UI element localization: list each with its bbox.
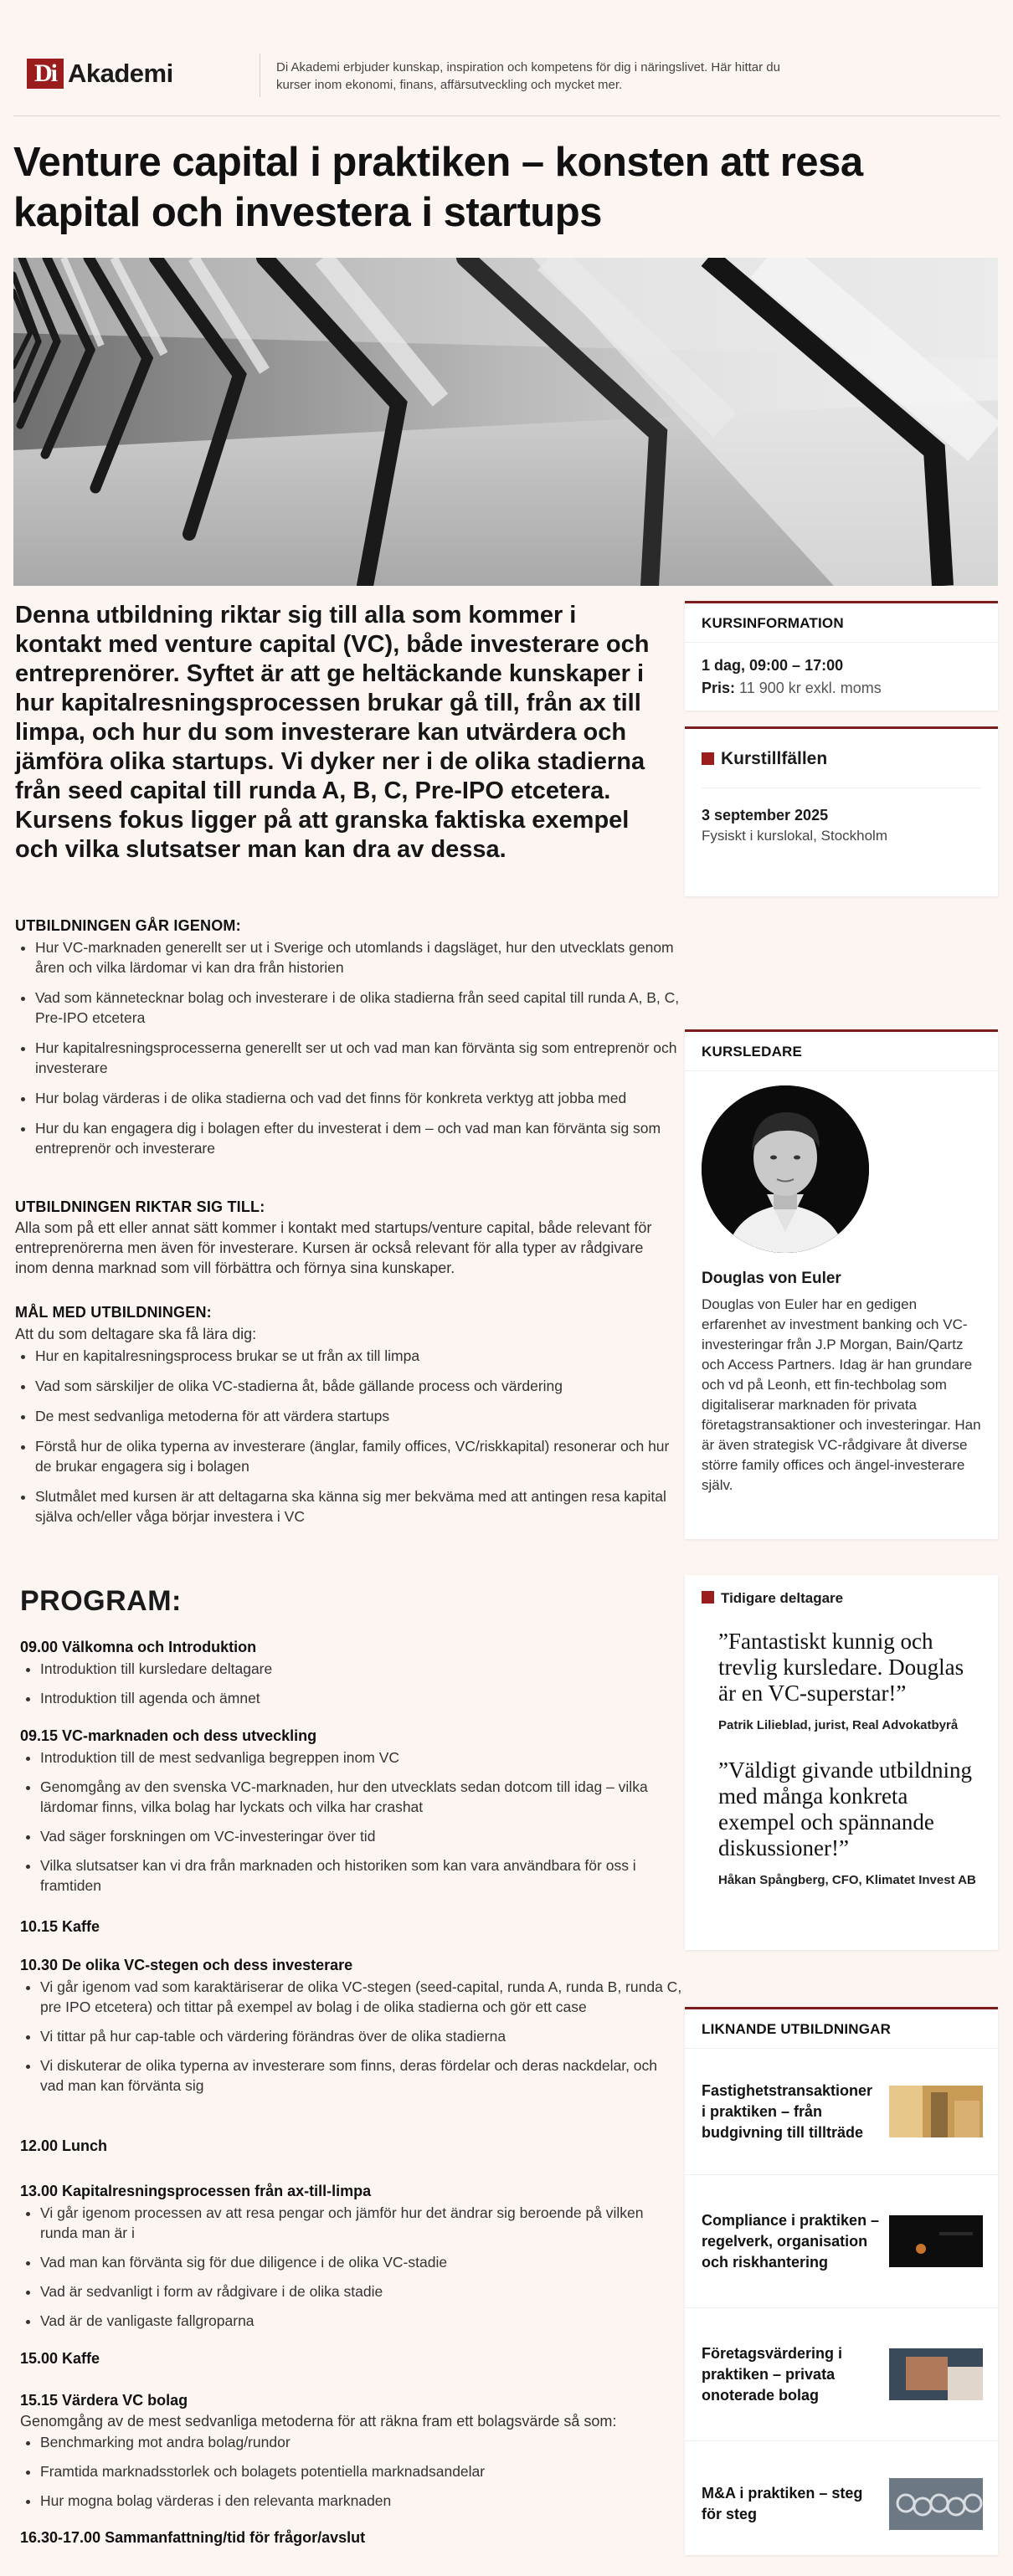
card-divider bbox=[685, 1070, 998, 1071]
course-price: 11 900 kr exkl. moms bbox=[739, 680, 882, 696]
hero-image bbox=[13, 258, 998, 586]
program-session-title: 15.00 Kaffe bbox=[20, 2350, 100, 2367]
header-rule bbox=[13, 115, 1000, 116]
list-item: • Vad man kan förvänta sig för due diligence i de olika VC-stadie bbox=[40, 2252, 685, 2272]
intro-text: Denna utbildning riktar sig till alla som kommer i kontakt med venture capital (VC), både investerare och entreprenörer. Syftet är att ge heltäckande kunskaper i hur kapitalresningsprocessen brukar gå till, från ax till limpa, och hur du som investerare kan utvärdera och jämföra olika startups. Vi dyker ner i de olika stadierna från seed capital till runda A, B, C, Pre-IPO etcetera. Kursens fokus ligger på att granska faktiska exempel och vilka slutsatser man kan dra av dessa. bbox=[15, 602, 650, 863]
program-session-list bbox=[20, 1977, 685, 2105]
list-item: • Hur en kapitalresningsprocess brukar se ut från ax till limpa bbox=[35, 1346, 680, 1366]
list-item: • Vad som kännetecknar bolag och investerare i de olika stadierna från seed capital till runda A, B, C, Pre-IPO etcetera bbox=[35, 988, 680, 1028]
testimonial-quote: ”Fantastiskt kunnig och trevlig kursledare. Douglas är en VC-superstar!” bbox=[718, 1629, 964, 1706]
list-item: • Vad som särskiljer de olika VC-stadierna åt, både gällande process och värdering bbox=[35, 1376, 680, 1396]
logo-mark: Di bbox=[27, 59, 64, 89]
goals-list bbox=[15, 1346, 680, 1537]
similar-course-title[interactable]: Fastighetstransaktioner i praktiken – från budgivning till tillträde bbox=[702, 2081, 873, 2141]
list-item: • Vi går igenom processen av att resa pengar och jämför hur det ändrar sig beroende på vilken runda man är i bbox=[40, 2203, 685, 2243]
list-item: • Hur mogna bolag värderas i den relevanta marknaden bbox=[40, 2491, 685, 2511]
occasions-heading: Kurstillfällen bbox=[721, 749, 828, 768]
di-akademi-logo[interactable] bbox=[27, 59, 173, 89]
logo-text: Akademi bbox=[68, 59, 173, 88]
similar-course-item[interactable] bbox=[685, 2175, 998, 2307]
program-session-title: 16.30-17.00 Sammanfattning/tid för frågor/avslut bbox=[20, 2529, 366, 2546]
program-session-title: 12.00 Lunch bbox=[20, 2137, 108, 2154]
course-thumbnail bbox=[889, 2348, 983, 2400]
list-item: • Vilka slutsatser kan vi dra från marknaden och historiken som kan vara användbara för oss i framtiden bbox=[40, 1855, 685, 1896]
program-session-text: Genomgång av de mest sedvanliga metoderna för att räkna fram ett bolagsvärde så som: bbox=[20, 2413, 617, 2430]
occasion-item[interactable] bbox=[685, 788, 998, 844]
list-item: • Framtida marknadsstorlek och bolagets potentiella marknadsandelar bbox=[40, 2461, 685, 2481]
course-thumbnail bbox=[889, 2478, 983, 2530]
teacher-heading: KURSLEDARE bbox=[702, 1044, 803, 1060]
similar-courses-card bbox=[685, 2007, 998, 2555]
teacher-avatar bbox=[702, 1085, 869, 1253]
hero-illustration bbox=[13, 258, 998, 586]
testimonials-heading: Tidigare deltagare bbox=[721, 1590, 844, 1606]
course-thumbnail bbox=[889, 2215, 983, 2267]
testimonial-quote: ”Väldigt givande utbildning med många konkreta exempel och spännande diskussioner!” bbox=[718, 1758, 972, 1860]
audience-text: Alla som på ett eller annat sätt kommer i kontakt med startups/venture capital, både relevant för entreprenörerna men även för investerare. Kursen är också relevant för alla typer av rådgivare inom denna marknad som vill förbättra och förnya sina kunskaper. bbox=[15, 1219, 652, 1276]
occasion-location: Fysiskt i kurslokal, Stockholm bbox=[702, 828, 887, 844]
program-session-title: 09.00 Välkomna och Introduktion bbox=[20, 1639, 257, 1655]
list-item: • Introduktion till de mest sedvanliga begreppen inom VC bbox=[40, 1747, 685, 1768]
similar-course-item[interactable] bbox=[685, 2308, 998, 2440]
list-item: • Hur VC-marknaden generellt ser ut i Sverige och utomlands i dagsläget, hur den utvecklats genom åren och vilka lärdomar vi kan dra från historien bbox=[35, 937, 680, 978]
program-session-title: 09.15 VC-marknaden och dess utveckling bbox=[20, 1727, 317, 1744]
program-session-list bbox=[20, 1659, 685, 1717]
page-title: Venture capital i praktiken – konsten att resa kapital och investera i startups bbox=[13, 140, 863, 235]
similar-course-item[interactable] bbox=[685, 2441, 998, 2567]
header-tagline: Di Akademi erbjuder kunskap, inspiration och kompetens för dig i näringslivet. Här hittar du kurser inom ekonomi, finans, affärsutveckling och mycket mer. bbox=[276, 60, 780, 92]
program-session-list bbox=[20, 2203, 685, 2340]
site-header bbox=[0, 0, 1013, 117]
teacher-card bbox=[685, 1029, 998, 1539]
testimonial bbox=[685, 1758, 998, 1889]
list-item: • Introduktion till agenda och ämnet bbox=[40, 1688, 685, 1708]
list-item: • De mest sedvanliga metoderna för att värdera startups bbox=[35, 1406, 680, 1426]
occasions-card bbox=[685, 726, 998, 896]
price-label: Pris: bbox=[702, 680, 736, 696]
program-session-title: 10.15 Kaffe bbox=[20, 1918, 100, 1935]
list-item: • Hur kapitalresningsprocesserna generellt ser ut och vad man kan förvänta sig som entreprenör och investerare bbox=[35, 1038, 680, 1078]
similar-heading: LIKNANDE UTBILDNINGAR bbox=[702, 2021, 892, 2037]
occasion-date: 3 september 2025 bbox=[702, 807, 829, 824]
goals-heading: MÅL MED UTBILDNINGEN: bbox=[15, 1304, 212, 1321]
list-item: • Introduktion till kursledare deltagare bbox=[40, 1659, 685, 1679]
covers-list bbox=[15, 937, 680, 1168]
list-item: • Slutmålet med kursen är att deltagarna ska känna sig mer bekväma med att antingen resa kapital själva och/eller våga börjar investera i VC bbox=[35, 1486, 680, 1527]
list-item: • Vad säger forskningen om VC-investeringar över tid bbox=[40, 1826, 685, 1846]
similar-course-item[interactable] bbox=[685, 2049, 998, 2174]
list-item: • Genomgång av den svenska VC-marknaden, hur den utvecklats sedan dotcom till idag – vilka lärdomar finns, vilka bolag har lyckats och vilka har crashat bbox=[40, 1777, 685, 1817]
similar-course-title[interactable]: Företagsvärdering i praktiken – privata onoterade bolag bbox=[702, 2344, 843, 2404]
similar-course-title[interactable]: Compliance i praktiken – regelverk, organisation och riskhantering bbox=[702, 2211, 880, 2271]
list-item: • Vad är de vanligaste fallgroparna bbox=[40, 2311, 685, 2331]
list-item: • Förstå hur de olika typerna av investerare (änglar, family offices, VC/riskkapital) resonerar och hur de brukar engagera sig i bolagen bbox=[35, 1436, 680, 1476]
list-item: • Hur du kan engagera dig i bolagen efter du investerat i dem – och vad man kan förvänta sig som entreprenör och investerare bbox=[35, 1118, 680, 1158]
list-item: • Vi går igenom vad som karaktäriserar de olika VC-stegen (seed-capital, runda A, runda B, runda C, pre IPO etcetera) och tittar på exempel av bolag i de olika stadierna och gör ett case bbox=[40, 1977, 685, 2017]
program-session-title: 10.30 De olika VC-stegen och dess investerare bbox=[20, 1957, 353, 1973]
testimonial-author: Håkan Spångberg, CFO, Klimatet Invest AB bbox=[718, 1873, 976, 1887]
list-item: • Vi tittar på hur cap-table och värdering förändras över de olika stadierna bbox=[40, 2026, 685, 2046]
program-heading: PROGRAM: bbox=[20, 1585, 182, 1617]
course-info-card bbox=[685, 601, 998, 711]
list-item: • Hur bolag värderas i de olika stadierna och vad det finns för konkreta verktyg att jobba med bbox=[35, 1088, 680, 1108]
audience-heading: UTBILDNINGEN RIKTAR SIG TILL: bbox=[15, 1198, 265, 1215]
red-square-icon bbox=[702, 1591, 714, 1604]
course-duration: 1 dag, 09:00 – 17:00 bbox=[702, 657, 844, 674]
testimonial bbox=[685, 1629, 998, 1734]
teacher-portrait bbox=[702, 1085, 869, 1253]
testimonial-author: Patrik Lilieblad, jurist, Real Advokatbyrå bbox=[718, 1718, 959, 1732]
program-session-title: 13.00 Kapitalresningsprocessen från ax-till-limpa bbox=[20, 2183, 372, 2199]
testimonials-card bbox=[685, 1575, 998, 1950]
course-info-heading: KURSINFORMATION bbox=[702, 615, 844, 631]
program-session-title: 15.15 Värdera VC bolag bbox=[20, 2392, 188, 2409]
covers-heading: UTBILDNINGEN GÅR IGENOM: bbox=[15, 917, 241, 934]
list-item: • Benchmarking mot andra bolag/rundor bbox=[40, 2432, 685, 2452]
red-square-icon bbox=[702, 752, 714, 765]
teacher-name: Douglas von Euler bbox=[702, 1270, 841, 1287]
goals-intro: Att du som deltagare ska få lära dig: bbox=[15, 1326, 257, 1342]
teacher-bio: Douglas von Euler har en gedigen erfarenhet av investment banking och VC-investeringar från J.P Morgan, Bain/Qartz och Access Partners. Idag är han grundare och vd på Leonh, ett fin-techbolag som digitaliserar marknaden för privata företagstransaktioner och investeringar. Han är även strategisk VC-rådgivare åt diverse större family offices och ängel-investerare själv. bbox=[702, 1296, 981, 1493]
program-session-list bbox=[20, 1747, 685, 1905]
list-item: • Vi diskuterar de olika typerna av investerare som finns, deras fördelar och deras nackdelar, och vad man kan förvänta sig bbox=[40, 2055, 685, 2096]
similar-course-title[interactable]: M&A i praktiken – steg för steg bbox=[702, 2485, 863, 2522]
course-thumbnail bbox=[889, 2086, 983, 2137]
list-item: • Vad är sedvanligt i form av rådgivare i de olika stadie bbox=[40, 2281, 685, 2301]
program-session-list bbox=[20, 2432, 685, 2520]
